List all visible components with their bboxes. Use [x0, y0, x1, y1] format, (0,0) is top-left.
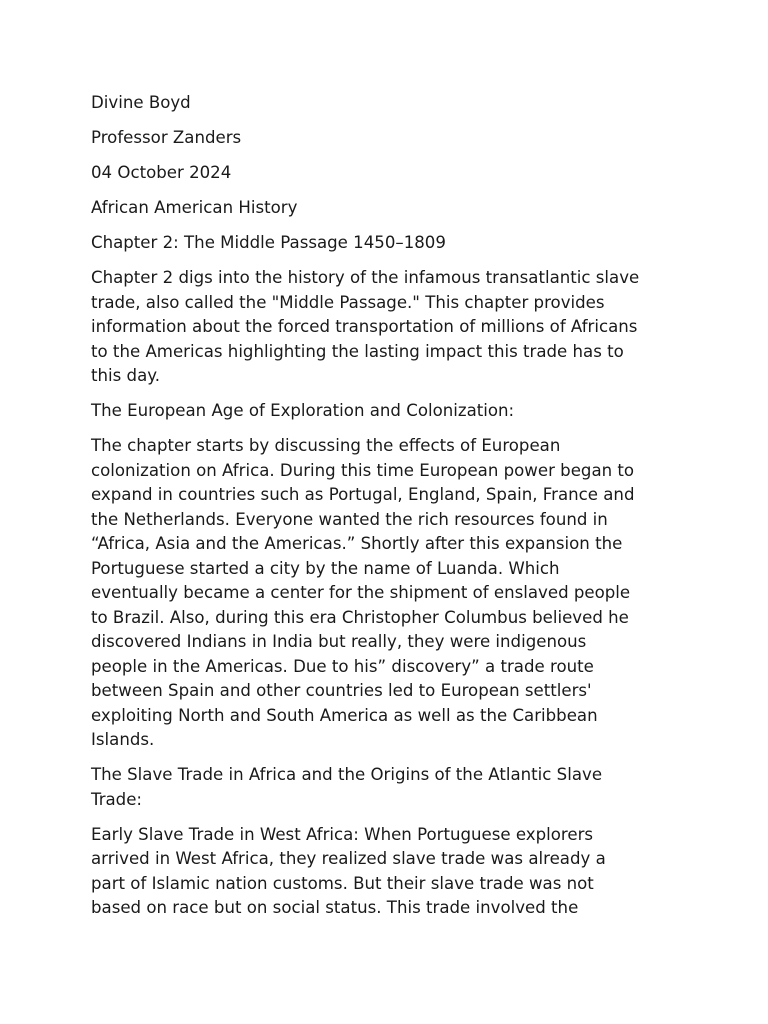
text-line: arrived in West Africa, they realized slave trade was already a	[91, 849, 606, 868]
text-line: part of Islamic nation customs. But their slave trade was not	[91, 873, 594, 893]
author-name: Divine Boyd	[91, 93, 191, 112]
text-line: “Africa, Asia and the Americas.” Shortly after this expansion the	[91, 534, 623, 553]
text-line: Chapter 2 digs into the history of the infamous transatlantic slave	[91, 268, 640, 287]
section-heading-slave-trade	[91, 763, 691, 812]
text-line: exploiting North and South America as well as the Caribbean	[91, 705, 598, 725]
text-line: The Slave Trade in Africa and the Origins of the Atlantic Slave	[91, 765, 603, 784]
course-name: African American History	[91, 198, 298, 217]
text-line: this day.	[91, 366, 160, 385]
document-body	[91, 91, 691, 931]
text-line: the Netherlands. Everyone wanted the rich resources found in	[91, 509, 608, 529]
instructor-name: Professor Zanders	[91, 128, 242, 147]
text-line: Portuguese started a city by the name of Luanda. Which	[91, 558, 560, 578]
text-line: Early Slave Trade in West Africa: When Portuguese explorers	[91, 824, 594, 844]
text-line: colonization on Africa. During this time European power began to	[91, 460, 635, 480]
text-line: based on race but on social status. This trade involved the	[91, 898, 579, 917]
text-line: to Brazil. Also, during this era Christopher Columbus believed he	[91, 607, 629, 627]
text-line: discovered Indians in India but really, they were indigenous	[91, 632, 587, 651]
west-africa-paragraph	[91, 823, 691, 921]
section-heading-exploration	[91, 399, 691, 424]
text-line: expand in countries such as Portugal, England, Spain, France and	[91, 485, 635, 504]
text-line: Islands.	[91, 730, 155, 749]
text-line: information about the forced transportation of millions of Africans	[91, 317, 638, 336]
text-line: The chapter starts by discussing the effects of European	[91, 436, 561, 455]
text-line: eventually became a center for the shipment of enslaved people	[91, 583, 631, 602]
text-line: trade, also called the "Middle Passage." This chapter provides	[91, 292, 605, 312]
exploration-paragraph	[91, 434, 691, 753]
text-line: people in the Americas. Due to his” discovery” a trade route	[91, 656, 594, 676]
chapter-title: Chapter 2: The Middle Passage 1450–1809	[91, 233, 446, 252]
intro-paragraph	[91, 266, 691, 389]
text-line: Trade:	[91, 789, 143, 809]
text-line: to the Americas highlighting the lasting impact this trade has to	[91, 341, 624, 361]
text-line: between Spain and other countries led to European settlers'	[91, 681, 592, 700]
text-line: The European Age of Exploration and Colonization:	[91, 401, 515, 420]
submission-date: 04 October 2024	[91, 163, 232, 182]
